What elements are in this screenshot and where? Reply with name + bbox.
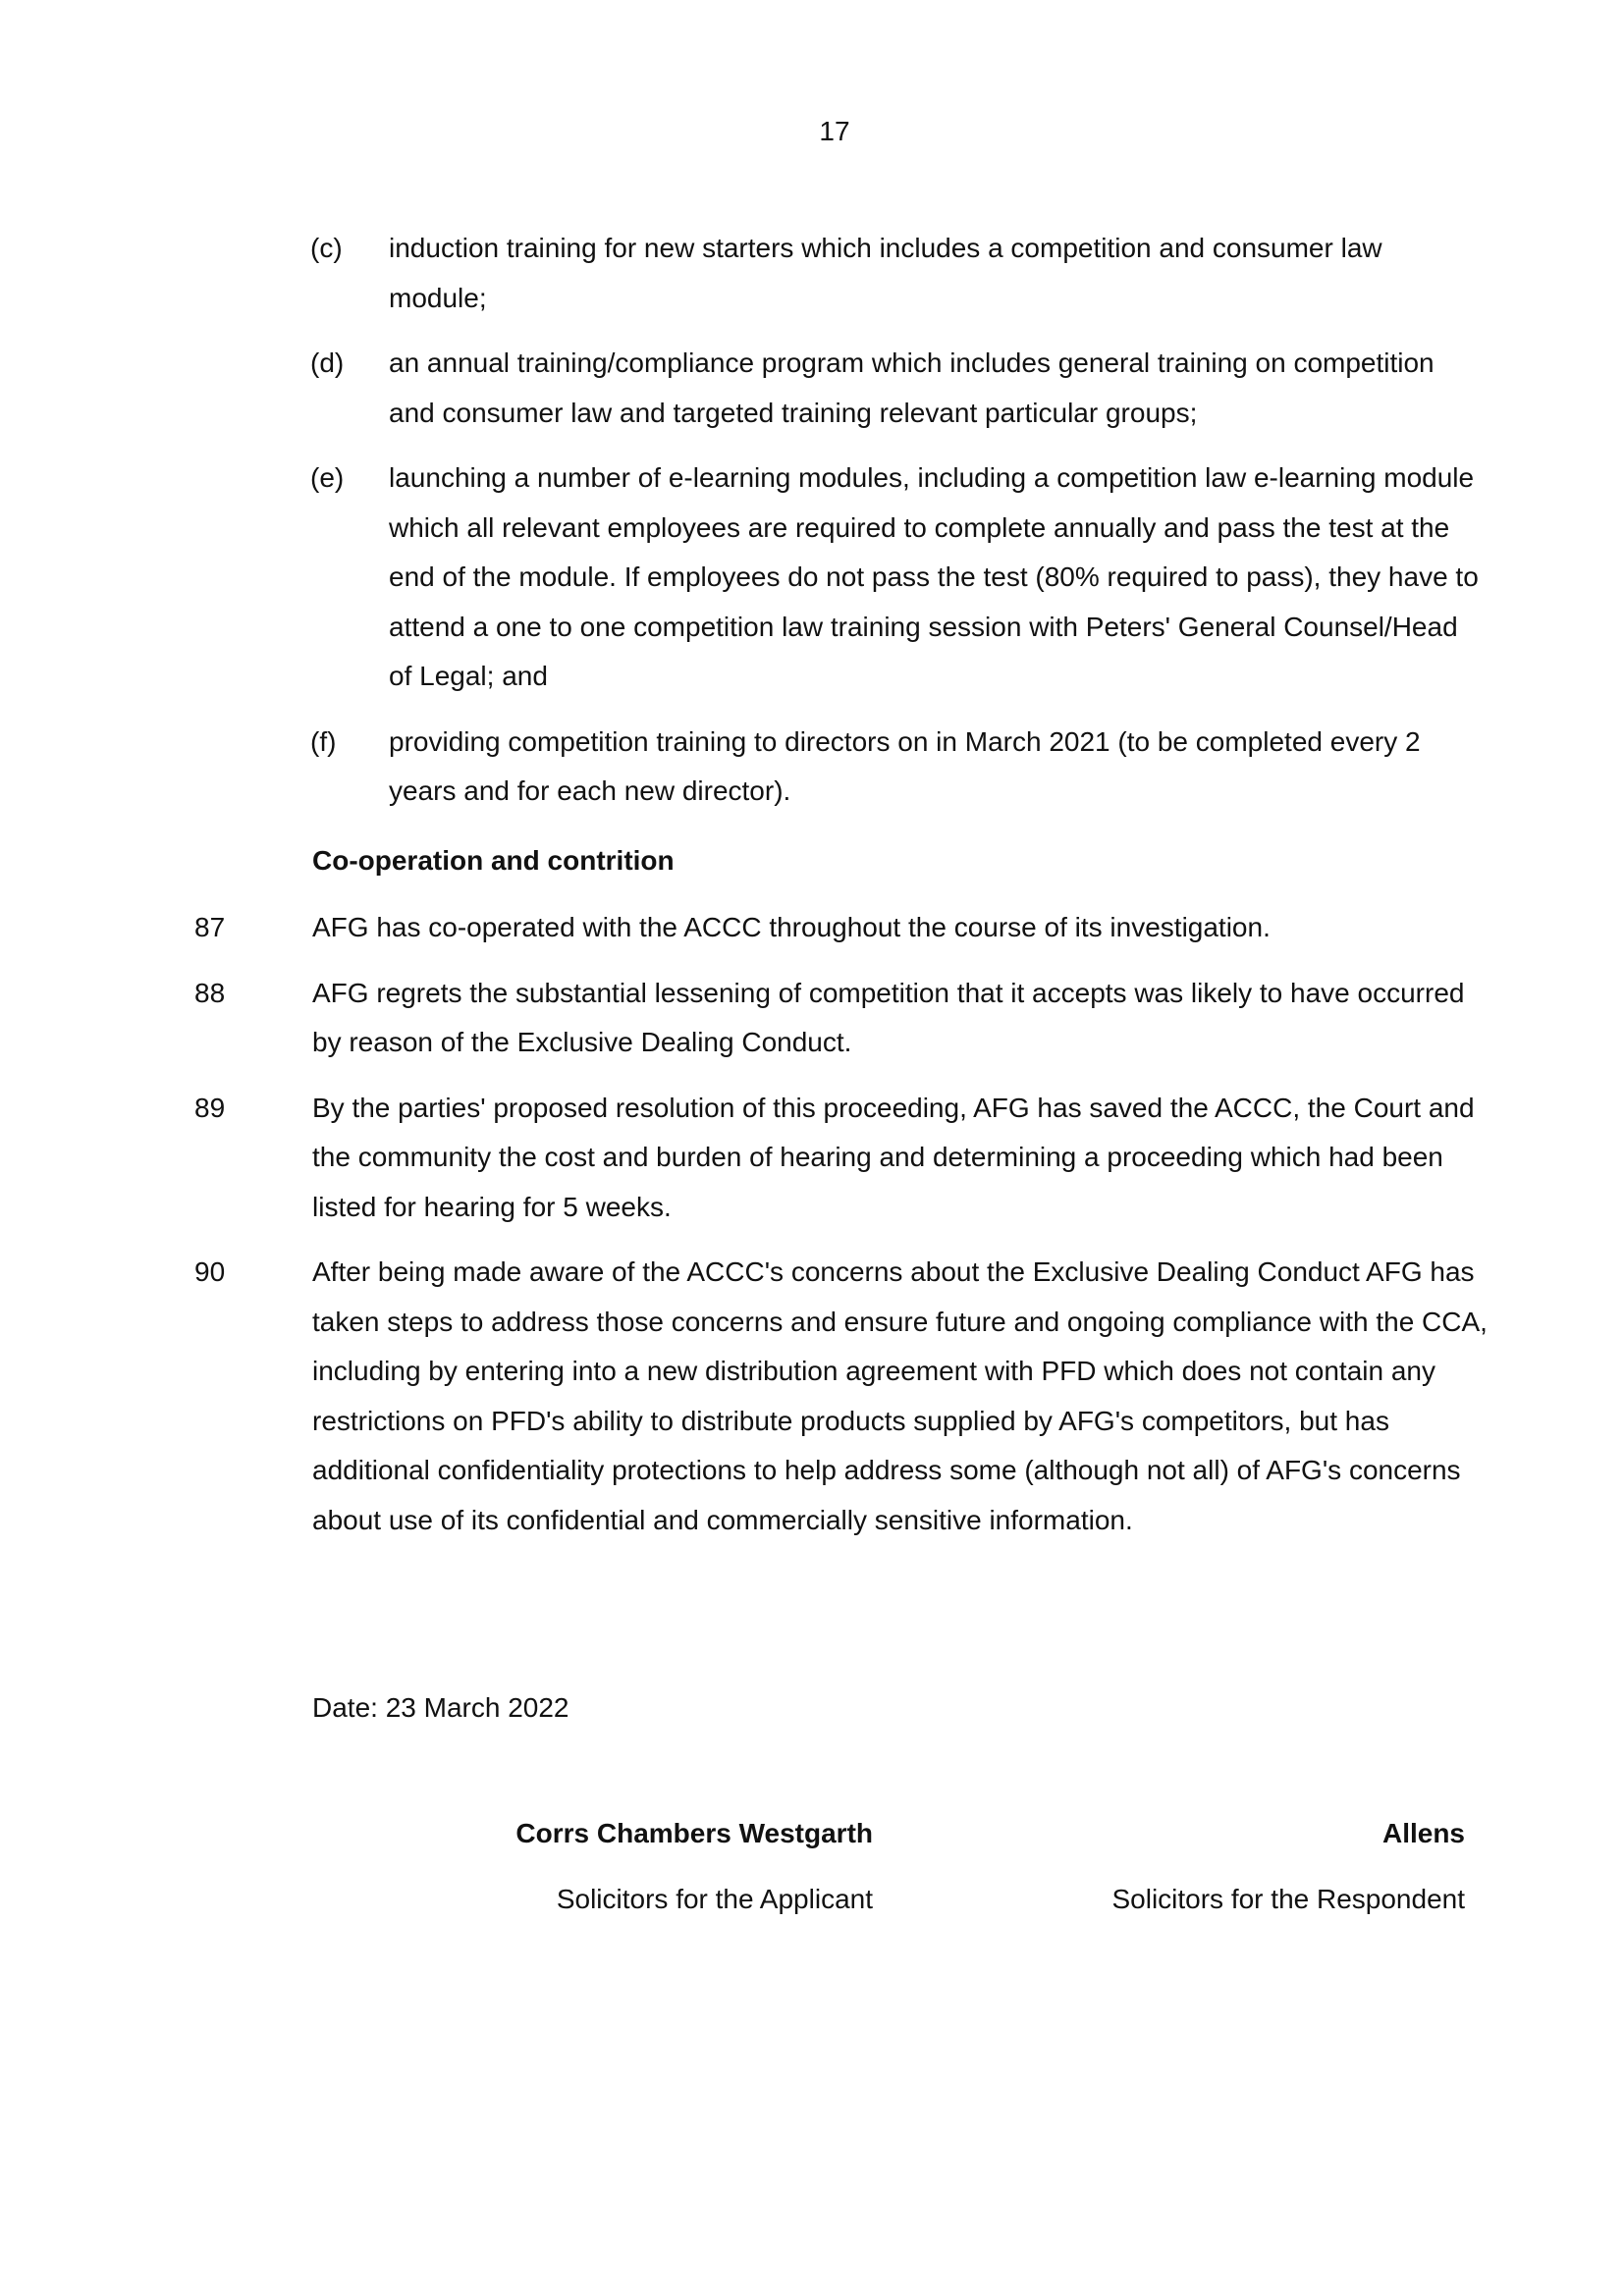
- firm-role: Solicitors for the Respondent: [1111, 1884, 1465, 1914]
- sub-item-letter: (e): [310, 462, 345, 493]
- sub-item-c: [0, 224, 1624, 323]
- paragraph-87: [0, 903, 1624, 953]
- page-number: 17: [819, 116, 850, 146]
- firm-name: Allens: [1381, 1818, 1465, 1848]
- sub-item-e: [0, 454, 1624, 702]
- paragraph-text: By the parties' proposed resolution of this proceeding, AFG has saved the ACCC, the Court and the community the cost and burden of hearing and determining a proceeding which had been listed for hearing for 5 weeks.: [312, 1092, 1475, 1222]
- sub-item-text: providing competition training to directors on in March 2021 (to be completed every 2 years and for each new director).: [389, 725, 1421, 806]
- paragraph-number: 90: [194, 1256, 226, 1287]
- firm-name: Corrs Chambers Westgarth: [515, 1818, 873, 1848]
- paragraph-text: AFG regrets the substantial lessening of competition that it accepts was likely to have occurred by reason of the Exclusive Dealing Conduct.: [312, 977, 1465, 1057]
- paragraph-90: [0, 1248, 1624, 1545]
- sub-item-letter: (c): [310, 233, 343, 263]
- paragraph-number: 88: [194, 977, 226, 1008]
- paragraph-89: [0, 1084, 1624, 1233]
- sub-item-list: [0, 224, 1624, 832]
- paragraph-number: 89: [194, 1092, 226, 1123]
- paragraph-text: After being made aware of the ACCC's concerns about the Exclusive Dealing Conduct AFG has taken steps to address those concerns and ensure future and ongoing compliance with the CCA, including by entering into a new distribution agreement with PFD which does not contain any restrictions on PFD's ability to distribute products supplied by AFG's competitors, but has additional confidentiality protections to help address some (although not all) of AFG's concerns about use of its confidential and commercially sensitive information.: [312, 1256, 1488, 1535]
- paragraph-88: [0, 969, 1624, 1068]
- sub-item-f: [0, 718, 1624, 817]
- sub-item-text: an annual training/compliance program which includes general training on competition and consumer law and targeted training relevant particular groups;: [389, 347, 1435, 428]
- signature-block-respondent: [1111, 1814, 1465, 1919]
- sub-item-text: launching a number of e-learning modules, including a competition law e-learning module which all relevant employees are required to complete annually and pass the test at the end of the module. If employees do not pass the test (80% required to pass), they have to attend a one to one competition law training session with Peters' General Counsel/Head of Legal; and: [389, 462, 1479, 691]
- sub-item-text: induction training for new starters which includes a competition and consumer law module;: [389, 233, 1382, 313]
- paragraph-list: [0, 903, 1624, 1561]
- sub-item-letter: (f): [310, 725, 337, 757]
- date-line: Date: 23 March 2022: [312, 1692, 569, 1723]
- firm-role: Solicitors for the Applicant: [556, 1884, 873, 1914]
- paragraph-text: AFG has co-operated with the ACCC throughout the course of its investigation.: [312, 912, 1271, 942]
- sub-item-d: [0, 339, 1624, 438]
- paragraph-number: 87: [194, 912, 226, 942]
- signature-block-applicant: [515, 1814, 873, 1919]
- sub-item-letter: (d): [310, 347, 345, 378]
- section-heading: Co-operation and contrition: [312, 845, 675, 876]
